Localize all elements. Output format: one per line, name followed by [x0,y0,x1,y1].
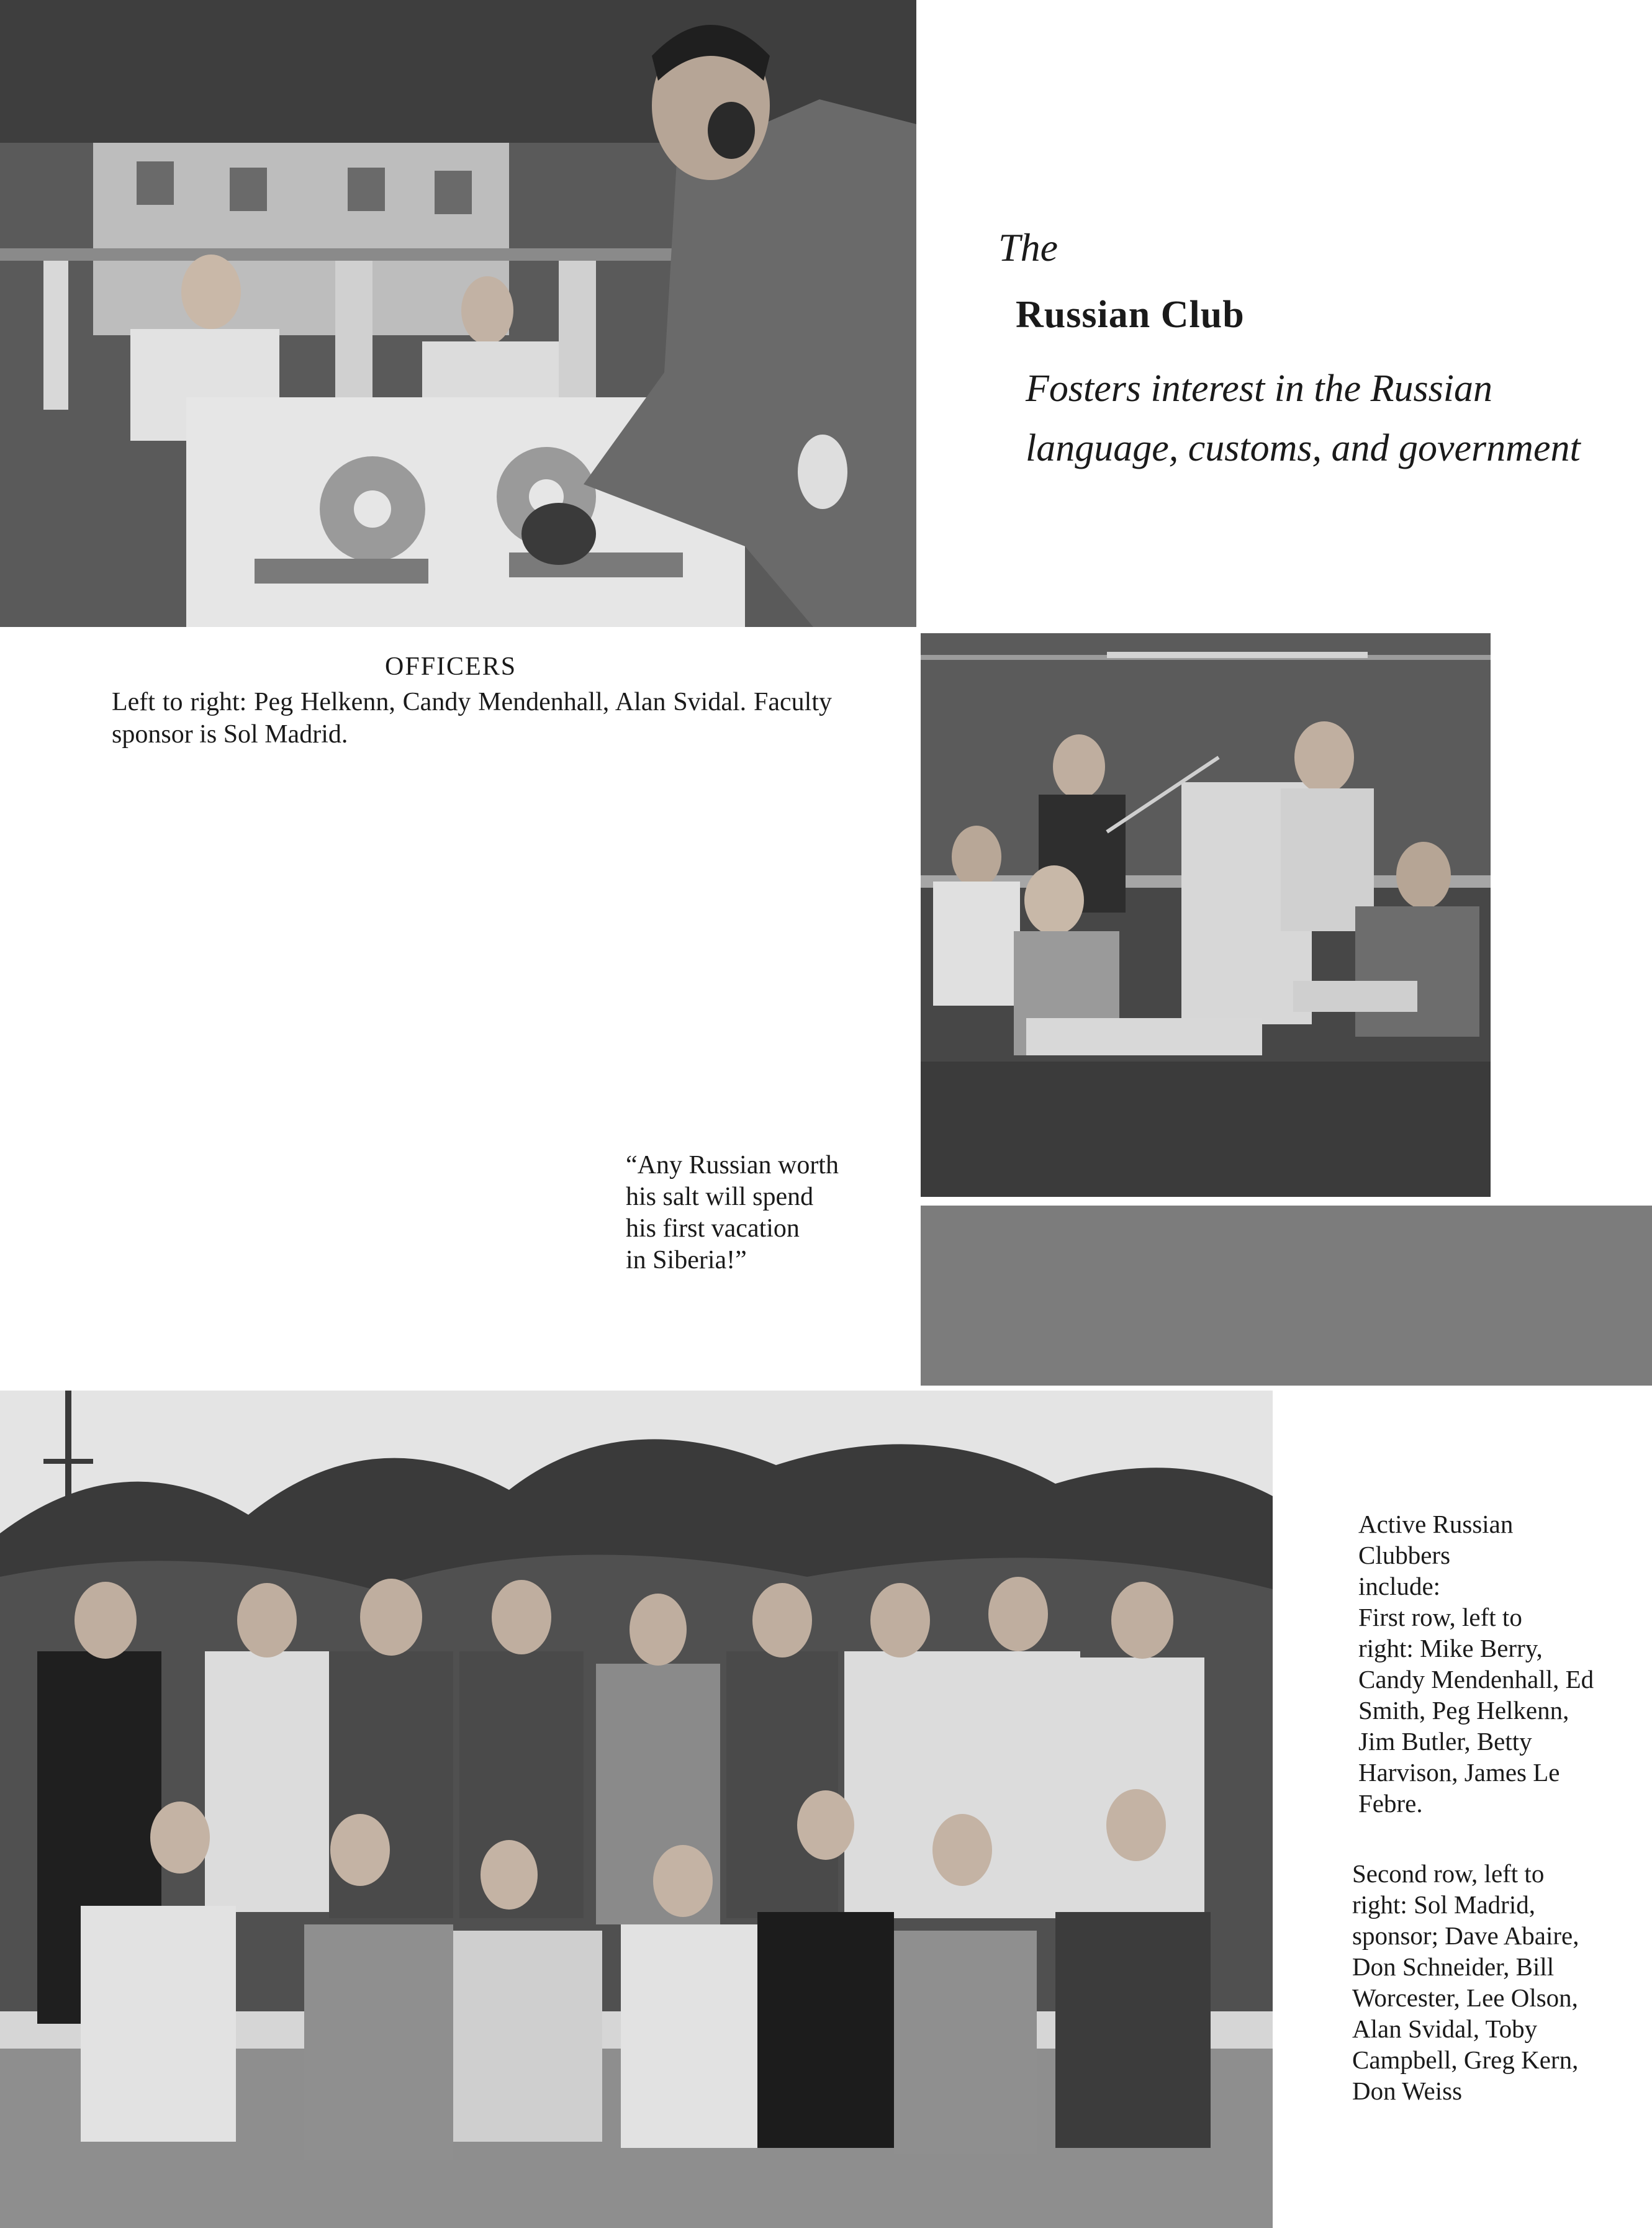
roster-line: Active Russian [1358,1510,1514,1538]
gray-panel [921,1206,1652,1386]
second-row-line: Don Schneider, Bill [1352,1952,1555,1981]
first-row-line: right: Mike Berry, [1358,1634,1543,1662]
first-row-line: Febre. [1358,1789,1423,1818]
second-row-line: Don Weiss [1352,2077,1463,2105]
second-row-line: Campbell, Greg Kern, [1352,2045,1579,2074]
second-row-line: Alan Svidal, Toby [1352,2014,1538,2043]
roster-line: include: [1358,1572,1441,1600]
second-row-line: Worcester, Lee Olson, [1352,1983,1578,2012]
officers-caption: Left to right: Peg Helkenn, Candy Mendenhall, Alan Svidal. Faculty sponsor is Sol Madrid. [112,688,832,749]
roster-intro [1358,1509,1644,1819]
first-row-line: Smith, Peg Helkenn, [1358,1696,1569,1725]
first-row-line: Jim Butler, Betty [1358,1727,1532,1756]
roster-second-row [1352,1858,1644,2106]
club-subtitle [1026,359,1646,478]
second-row-line: right: Sol Madrid, [1352,1890,1535,1919]
group-photo [0,1391,1273,2228]
quote-line: “Any Russian worth [626,1151,839,1179]
subtitle-line: Fosters interest in the Russian [1026,368,1492,410]
officers-photo [921,633,1491,1197]
second-row-line: sponsor; Dave Abaire, [1352,1921,1579,1950]
quote-text [626,1150,893,1276]
second-row-line: Second row, left to [1352,1859,1545,1888]
quote-line: his first vacation [626,1214,800,1243]
officers-title: OFFICERS [385,652,517,681]
heading-the: The [998,225,1058,269]
quote-line: in Siberia!” [626,1246,747,1274]
first-row-line: Harvison, James Le [1358,1758,1560,1787]
first-row-line: First row, left to [1358,1603,1522,1631]
first-row-line: Candy Mendenhall, Ed [1358,1665,1594,1694]
language-lab-photo [0,0,916,627]
quote-line: his salt will spend [626,1183,814,1211]
subtitle-line: language, customs, and government [1026,427,1581,469]
club-title: Russian Club [1016,294,1245,336]
roster-line: Clubbers [1358,1541,1451,1569]
